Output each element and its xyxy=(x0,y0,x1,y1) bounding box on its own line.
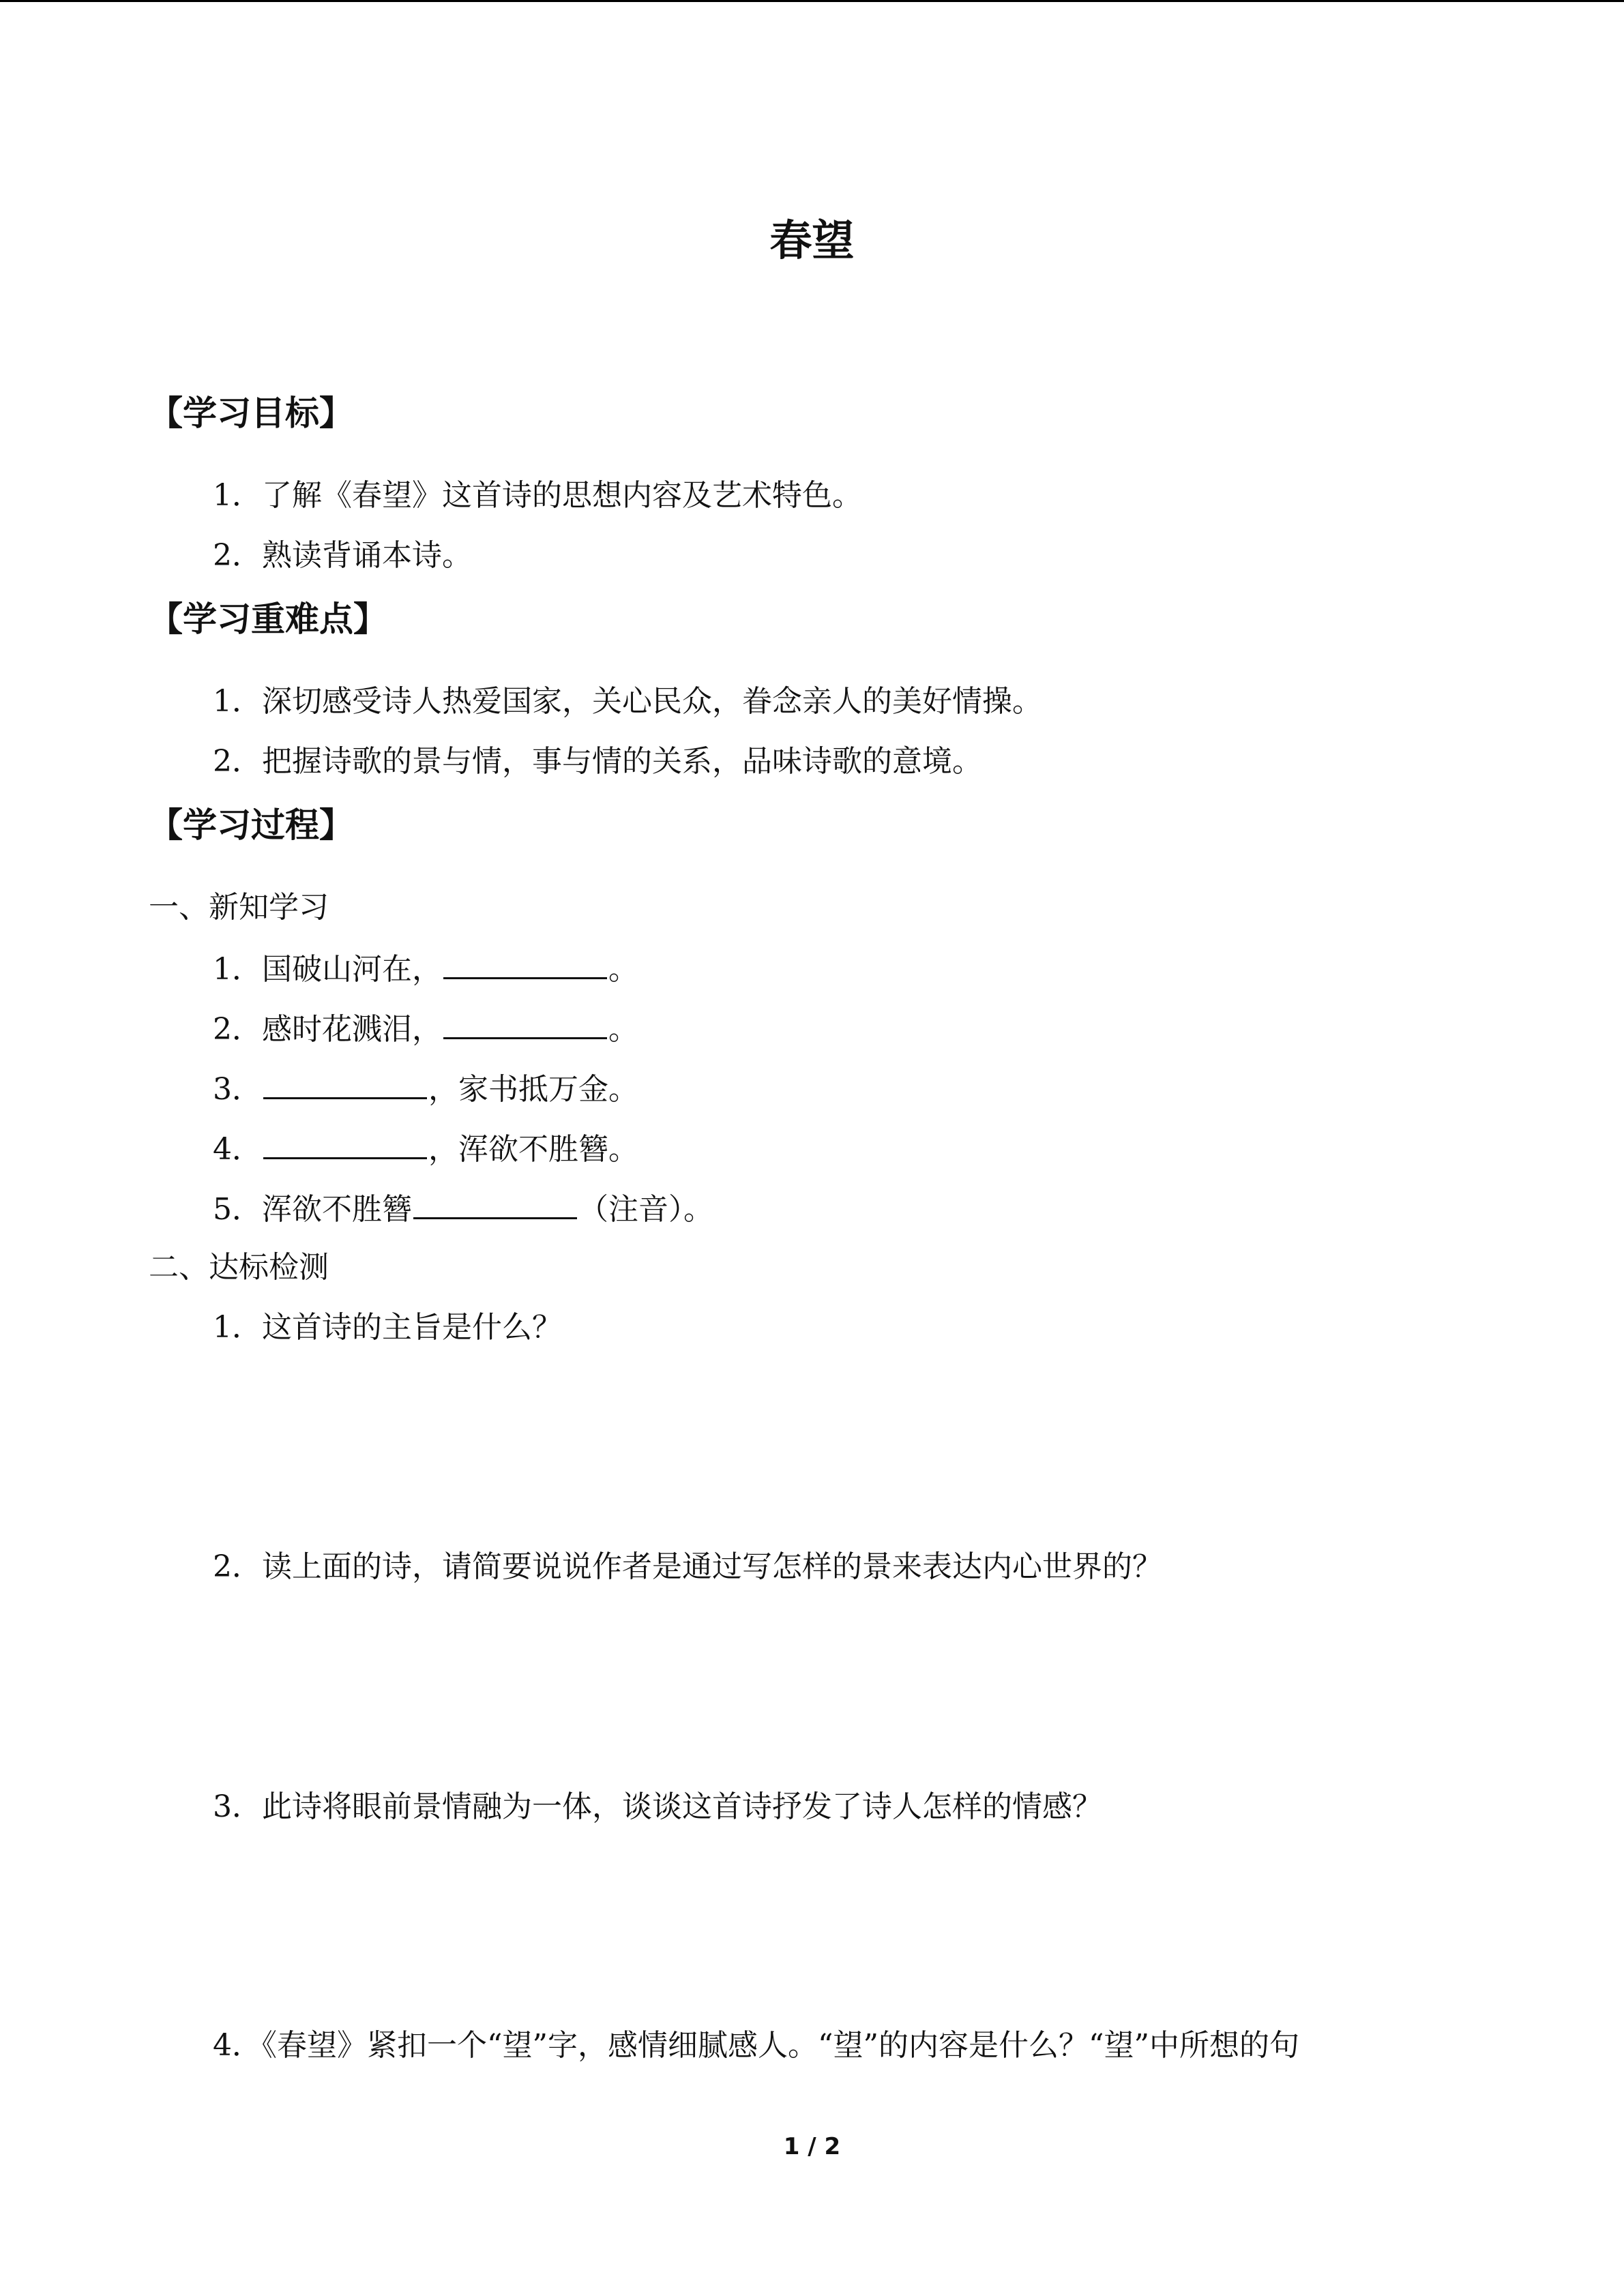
test-question-4: 4．《春望》紧扣一个“望”字，感情细腻感人。“望”的内容是什么？“望”中所想的句 xyxy=(213,2028,1299,2063)
question-number: 1． xyxy=(213,952,262,987)
goal-item-1: 1．了解《春望》这首诗的思想内容及艺术特色。 xyxy=(213,478,862,513)
question-text-end: （注音）。 xyxy=(578,1192,713,1227)
test-question-3: 3．此诗将眼前景情融为一体，谈谈这首诗抒发了诗人怎样的情感？ xyxy=(213,1789,1102,1824)
question-text-end: ，浑欲不胜簪。 xyxy=(428,1132,638,1167)
answer-blank[interactable] xyxy=(443,1007,607,1039)
fill-question-1 xyxy=(213,947,638,990)
fill-question-4 xyxy=(213,1127,638,1170)
page-number: 1 / 2 xyxy=(783,2133,841,2160)
question-number: 4． xyxy=(213,1132,262,1167)
key-point-item-1: 1．深切感受诗人热爱国家，关心民众，眷念亲人的美好情操。 xyxy=(213,684,1042,719)
fill-question-2 xyxy=(213,1007,638,1050)
question-number: 2． xyxy=(213,1012,262,1047)
page-title: 春望 xyxy=(769,215,855,265)
answer-blank[interactable] xyxy=(443,947,607,979)
answer-blank[interactable] xyxy=(263,1127,427,1159)
question-text-end: 。 xyxy=(608,952,638,987)
question-text: 浑欲不胜簪 xyxy=(262,1192,412,1227)
section-heading-goals: 【学习目标】 xyxy=(149,393,353,433)
part2-title: 二、达标检测 xyxy=(149,1250,329,1285)
part1-title: 一、新知学习 xyxy=(149,890,329,925)
key-point-item-2: 2．把握诗歌的景与情，事与情的关系，品味诗歌的意境。 xyxy=(213,744,982,779)
fill-question-5 xyxy=(213,1187,713,1230)
section-heading-process: 【学习过程】 xyxy=(149,805,353,845)
fill-question-3 xyxy=(213,1067,638,1110)
test-question-1: 1．这首诗的主旨是什么？ xyxy=(213,1310,562,1345)
question-number: 3． xyxy=(213,1072,262,1107)
goal-item-2: 2．熟读背诵本诗。 xyxy=(213,538,472,573)
question-text-end: ，家书抵万金。 xyxy=(428,1072,638,1107)
section-heading-key-points: 【学习重难点】 xyxy=(149,599,387,639)
question-number: 5． xyxy=(213,1192,262,1227)
answer-blank[interactable] xyxy=(413,1187,577,1219)
question-text-end: 。 xyxy=(608,1012,638,1047)
page-top-border xyxy=(0,0,1624,2)
answer-blank[interactable] xyxy=(263,1067,427,1099)
question-text: 国破山河在， xyxy=(262,952,442,987)
question-text: 感时花溅泪， xyxy=(262,1012,442,1047)
test-question-2: 2．读上面的诗，请简要说说作者是通过写怎样的景来表达内心世界的？ xyxy=(213,1549,1162,1584)
